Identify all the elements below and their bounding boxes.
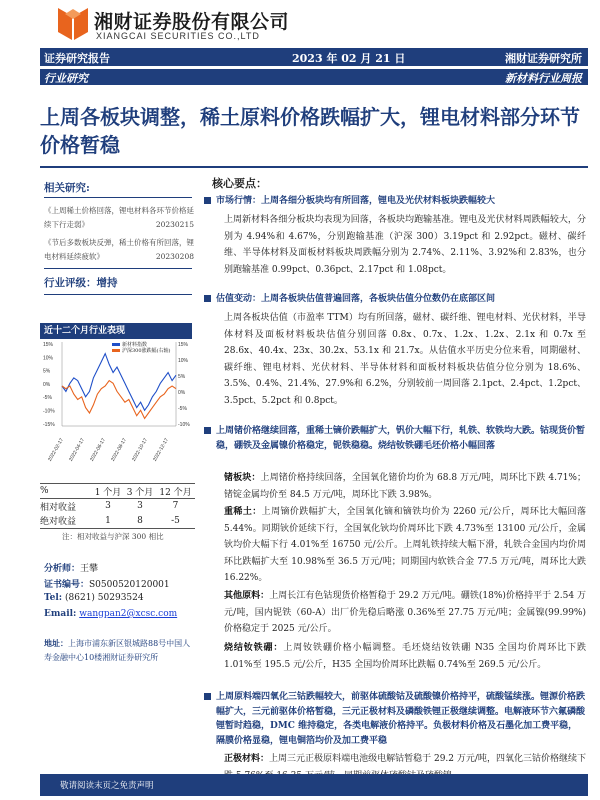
y-tick-right: -10% [178,422,190,428]
disclaimer-note: 敬请阅读末页之免责声明 [60,781,154,791]
performance-chart [40,322,195,468]
table-header-cell: 12 个月 [156,484,195,499]
y-tick-left: 15% [43,342,54,348]
x-tick: 2022-06-17 [89,437,107,463]
table-header-cell: % [40,484,92,499]
section-heading-text: 市场行情：上周各细分板块均有所回落，锂电及光伏材料板块跌幅较大 [216,196,496,206]
y-tick-left: 0% [43,381,51,388]
x-tick: 2022-08-17 [110,437,128,463]
para-text: 上周长江有色钴现货价格暂稳于 29.2 万元/吨。硼铁(18%)价格持平于 2.54 万元/吨，国内铌铁（60-A）出厂价先稳后略涨 0.36%至 27.75 万元/吨；金属镍(99.99%)价格稳定于 2025 元/公斤。 [224,591,586,634]
para-label: 烧结钕铁硼： [224,643,284,653]
table-note: 注：相对收益与沪深 300 相比 [62,532,164,541]
email [44,609,177,619]
related-report-title: 《节后多数板块反弹，稀土价格有所回落，锂电材料延续疲软》 [44,238,194,261]
legend-swatch-2 [112,349,120,352]
address-label: 地址： [44,638,68,648]
divider [44,268,192,269]
tel-label: Tel: [44,593,63,603]
brand-name: 湘财证券股份有限公司 [94,11,290,33]
brand-name-en: XIANGCAI SECURITIES CO.,LTD [96,31,260,41]
report-category: 行业研究 [44,72,88,85]
report-date: 2023 年 02 月 21 日 [292,52,406,65]
x-tick: 2022-02-17 [47,437,65,463]
x-tick: 2022-12-17 [152,437,170,463]
report-series: 新材料行业周报 [505,72,582,85]
industry-rating: 行业评级：增持 [44,277,118,289]
table-header-cell: 1 个月 [92,484,124,499]
address [44,636,192,665]
divider [44,197,192,198]
y-tick-right: -5% [178,406,187,412]
section-heading-valuation [216,292,586,307]
bullet-icon [204,197,211,204]
y-tick-right: 15% [178,342,189,348]
paragraph-ndfeb [224,640,586,673]
related-report-date: 20230215 [155,220,194,229]
y-tick-right: 10% [178,358,189,364]
title-divider [40,166,588,168]
table-row [40,514,195,529]
analyst [44,561,98,574]
y-tick-left: -15% [43,421,55,428]
section-heading-prices [216,424,586,453]
para-label: 锗板块： [224,473,261,483]
paragraph-market: 上周新材料各细分板块均表现为回落，各板块均跑输基准。锂电及光伏材料周跌幅较大，分别为 4.94%和 4.67%，分别跑输基准（沪深 300）3.19pct 和 2.92pct。磁材、碳纤维、半导体材料及面板材料板块周跌幅分别为 2.74%、2.11%、3.92%和 2.83%，也分别跑输基准 0.99pct、0.36pct、2.17pct 和 1.08pct。 [224,215,586,275]
table-header-row [40,484,195,499]
y-tick-right: 0% [178,390,186,396]
email-label: Email: [44,609,77,619]
section-heading-text: 上周原料端四氧化三钴跌幅较大，前驱体硫酸钴及硫酸镍价格持平，硫酸锰续涨。锂源价格跌幅扩大，三元前驱体价格暂稳，三元正极材料及磷酸铁锂正极继续调整。电解液环节六氟磷酸锂暂时趋稳，DMC 维持稳定，各类电解液价格持平。负极材料价格及石墨化加工费平稳，隔膜价格显稳，锂电铜箔均价及加工费平稳 [216,692,586,746]
bullet-icon [204,295,211,302]
table-cell: 8 [124,514,156,529]
paragraph-heavy-rare-earth [224,504,586,587]
paragraph-germanium [224,470,586,503]
related-report-title: 《上周稀土价格回落，锂电材料各环节价格延续下行走弱》 [44,206,194,229]
tel-number: (8621) 50293524 [65,593,144,603]
table-cell: 3 [137,501,143,512]
page-title: 上周各板块调整，稀土原料价格跌幅扩大，锂电材料部分环节价格暂稳 [40,105,580,157]
section-heading-text: 上周锗价格继续回落，重稀土镝价跌幅扩大，钒价大幅下行，轧铁、软铁均大跌。钴现货价暂稳，硼铁及金属镍价格稳定，铌铁稳稳。烧结钕铁硼毛坯价格小幅回落 [216,426,586,451]
section-heading-market [216,194,586,209]
performance-table [40,483,195,529]
para-text: 上周镝价跌幅扩大，全国氧化镝和镝铁均价为 2260 元/公斤，周环比大幅回落 5.44%。同期钬价延续下行，全国氧化钬均价周环比下跌 4.73%至 13100 元/公斤，金属钬均价大幅下行 4.01%至 16750 元/公斤。上周轧铁持续大幅下滑，轧铁合金国内均价周环比跌幅扩大至 10.98%至 36.5 万元/吨；同期国内软铁合金 77.5 万元/吨，周环比大跌 16.22%。 [224,507,586,583]
table-cell: 7 [172,501,179,512]
bullet-icon [204,427,211,434]
legend-swatch-1 [112,343,120,346]
x-tick: 2022-04-17 [68,437,86,463]
related-report-1[interactable] [44,204,194,232]
address-text: 上海市浦东新区银城路88号中国人寿金融中心10楼湘财证券研究所 [44,639,191,662]
telephone [44,593,144,603]
company-logo-icon [56,6,90,42]
table-cell: 3 [105,501,111,512]
paragraph-other-materials [224,588,586,638]
x-tick: 2022-10-17 [131,437,149,463]
related-report-2[interactable] [44,236,194,264]
section-heading-battery [216,690,586,748]
key-points-heading: 核心要点： [212,177,267,190]
related-heading: 相关研究: [44,182,90,194]
cert-label: 证书编号： [44,580,90,590]
para-label: 重稀土： [224,507,262,517]
email-link[interactable]: wangpan2@xcsc.com [79,609,178,619]
certificate [44,577,170,590]
legend-label-1: 新材料指数 [122,342,148,348]
y-tick-right: 5% [178,374,186,380]
analyst-label: 分析师： [44,564,81,574]
table-header-cell: 3 个月 [124,484,156,499]
paragraph-valuation: 上周各板块估值（市盈率 TTM）均有所回落，磁材、碳纤维、锂电材料、光伏材料，半导体材料及面板材料板块估值分别回落 0.8x、0.7x、1.2x、1.2x、2.1x 和 0.7x 至 28.6x、40.4x、23x、30.2x、53.1x 和 21.7x。从估值水平历史分位来看，同期磁材、碳纤维、锂电材料、光伏材料、半导体材料和面板材料板块估值分位分别为 18.6%、3.5%、0.4%、21.4%、27.9%和 6.2%，分别较前一周回落 2.1pct、2.4pct、1.2pct、3.5pct、5.2pct 和 0.8pct。 [224,313,586,406]
paragraph-cathode [224,751,586,771]
legend-label-2: 沪深300涨跌幅(右轴) [122,348,171,354]
cert-number: S0500520120001 [89,580,170,590]
institute-name: 湘财证券研究所 [505,52,582,65]
report-type: 证券研究报告 [44,52,110,65]
divider [44,294,192,295]
row-label: 绝对收益 [40,514,92,529]
subheader-bar [40,69,588,85]
para-label: 其他原料： [224,591,270,601]
header-bar [40,48,588,66]
para-label: 正极材料： [224,754,270,764]
para-text: 上周钕铁硼价格小幅调整。毛坯烧结钕铁硼 N35 全国均价周环比下跌 1.01%至 195.5 元/公斤，H35 全国均价周环比跌幅 0.74%至 269.5 元/公斤。 [224,643,586,670]
related-report-date: 20230208 [155,252,194,261]
table-row [40,499,195,514]
bullet-icon [204,693,211,700]
para-text: 上周锗价格持续回落，全国氧化锗价均价为 68.8 万元/吨，周环比下跌 4.71%；锗锭金属均价至 84.5 万元/吨，周环比下跌 3.98%。 [224,473,586,500]
y-tick-left: 10% [43,355,54,362]
chart-heading: 近十二个月行业表现 [40,323,192,339]
y-tick-left: -5% [43,395,52,402]
table-cell: 1 [92,514,124,529]
y-tick-left: 5% [43,368,51,375]
row-label: 相对收益 [40,502,77,513]
analyst-name: 王攀 [80,564,99,574]
para-text: 上周三元正极原料端电池级电解钴暂稳于 29.2 万元/吨，四氧化三钴价格继续下 [269,754,586,764]
section-heading-text: 估值变动：上周各板块估值普遍回落，各板块估值分位数仍在底部区间 [216,294,496,304]
y-tick-left: -10% [43,408,55,415]
table-cell: -5 [156,514,195,529]
